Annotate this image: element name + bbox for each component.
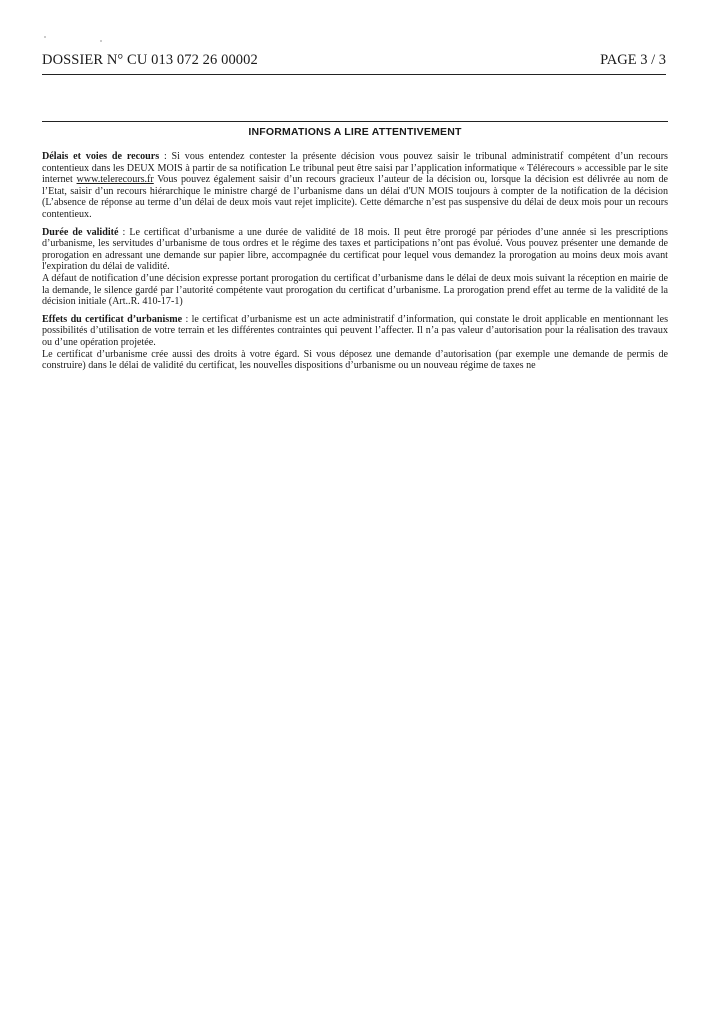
paragraph-delais: Délais et voies de recours : Si vous entendez contester la présente décision vous pouvez saisir le tribunal administratif compétent d’un recours contentieux dans les DEUX MOIS à partir de sa notification Le tribunal peut être saisi par l’application informatique « Télérecours » accessible par le site internet www.telerecours.fr Vous pouvez également saisir d’un recours gracieux l’auteur de la décision ou, lorsque la décision est délivrée au nom de l’Etat, saisir d’un recours hiérarchique le ministre chargé de l’urbanisme dans un délai d'UN MOIS toujours à compter de la notification de la décision (L’absence de réponse au terme d’un délai de deux mois vaut rejet implicite). Cette démarche n’est pas suspensive du délai de deux mois pour un recours contentieux. bbox=[42, 151, 668, 220]
section-title: INFORMATIONS A LIRE ATTENTIVEMENT bbox=[248, 126, 462, 138]
paragraph-label: Délais et voies de recours bbox=[42, 151, 160, 162]
document-body bbox=[42, 151, 668, 378]
scan-speck bbox=[44, 36, 46, 38]
document-header bbox=[42, 52, 666, 75]
paragraph-effets-2: Le certificat d’urbanisme crée aussi des droits à votre égard. Si vous déposez une demande d’autorisation (par exemple une demande de permis de construire) dans le délai de validité du certificat, les nouvelles dispositions d’urbanisme ou un nouveau régime de taxes ne bbox=[42, 348, 668, 372]
scan-speck bbox=[100, 40, 102, 42]
paragraph-label: Effets du certificat d’urbanisme bbox=[42, 313, 183, 325]
page-number: PAGE 3 / 3 bbox=[600, 52, 666, 68]
paragraph-duree: Durée de validité : Le certificat d’urbanisme a une durée de validité de 18 mois. Il peut être prorogé par périodes d’une année si les prescriptions d’urbanisme, les servitudes d’urbanisme de tous ordres et le régime des taxes et participations n’ont pas évolué. Vous pouvez présenter une demande de prorogation en adressant une demande sur papier libre, accompagnée du certificat pour lequel vous demandez la prorogation au moins deux mois avant l'expiration du délai de validité. bbox=[42, 226, 668, 273]
section-divider bbox=[42, 121, 668, 122]
paragraph-duree-2: A défaut de notification d’une décision expresse portant prorogation du certificat d’urbanisme dans le délai de deux mois suivant la réception en mairie de la demande, le silence gardé par l’autorité compétente vaut prorogation du certificat d’urbanisme. La prorogation prend effet au terme de la validité de la décision initiale (Art..R. 410-17-1) bbox=[42, 272, 668, 308]
dossier-number: DOSSIER N° CU 013 072 26 00002 bbox=[42, 52, 258, 68]
telerecours-link[interactable]: www.telerecours.fr bbox=[76, 174, 154, 186]
paragraph-effets: Effets du certificat d’urbanisme : le certificat d’urbanisme est un acte administratif d’information, qui constate le droit applicable en mentionnant les possibilités d’utilisation de votre terrain et les différentes contraintes qui peuvent l’affecter. Il n’a pas valeur d’autorisation pour la réalisation des travaux ou d’une opération projetée. bbox=[42, 313, 668, 348]
paragraph-label: Durée de validité bbox=[42, 226, 119, 238]
